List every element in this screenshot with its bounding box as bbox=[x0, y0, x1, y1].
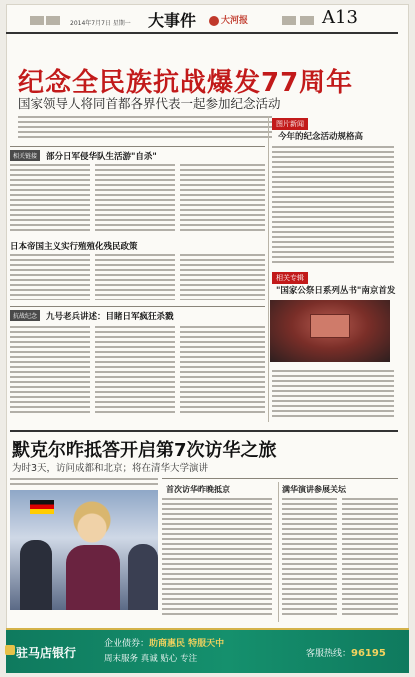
story2-text bbox=[342, 498, 398, 618]
flag-icon bbox=[30, 500, 54, 514]
ad-hotline: 客服热线：96195 bbox=[306, 648, 386, 659]
figure bbox=[128, 544, 158, 610]
ad-slogan-2: 周末服务 真诚 贴心 专注 bbox=[104, 654, 198, 664]
section-tag: 相关链接 bbox=[10, 150, 40, 161]
conference-photo bbox=[270, 300, 390, 362]
logo-icon bbox=[209, 16, 219, 26]
main-subhead: 国家领导人将同首都各界代表一起参加纪念活动 bbox=[18, 96, 281, 111]
bank-logo-icon bbox=[5, 645, 15, 655]
article-text bbox=[180, 326, 265, 416]
masthead bbox=[6, 4, 398, 34]
figure bbox=[20, 540, 52, 610]
story2-text bbox=[162, 498, 272, 618]
story2-headline: 默克尔昨抵答开启第7次访华之旅 bbox=[12, 440, 277, 461]
masthead-block bbox=[46, 16, 60, 25]
article-heading: 九号老兵讲述：目睹日军疯狂杀戮 bbox=[46, 312, 174, 322]
bank-advertisement bbox=[6, 628, 409, 673]
sidebar-heading: "国家公祭日系列丛书"南京首发 bbox=[276, 286, 396, 296]
story2-heading-b: 满华演讲参展关坛 bbox=[282, 485, 346, 494]
ad-slogan: 企业债券：助商惠民 特服天中 bbox=[104, 639, 225, 649]
article-text bbox=[95, 254, 175, 300]
column-divider bbox=[268, 116, 269, 422]
section-tag: 抗战纪念 bbox=[10, 310, 40, 321]
article-text bbox=[10, 164, 90, 234]
article-text bbox=[180, 254, 265, 300]
section-title: 大事件 bbox=[148, 11, 197, 30]
story2-subhead: 为时3天，访问成都和北京；将在清华大学演讲 bbox=[12, 463, 209, 474]
masthead-block bbox=[282, 16, 296, 25]
story2-intro bbox=[10, 478, 158, 488]
divider bbox=[10, 306, 265, 307]
sidebar-text bbox=[272, 370, 394, 420]
merkel-photo bbox=[10, 490, 158, 610]
article-text bbox=[95, 164, 175, 234]
article-heading: 日本帝国主义实行殖殖化残民政策 bbox=[10, 242, 138, 252]
sidebar-tag: 图片新闻 bbox=[272, 118, 308, 130]
article-text bbox=[180, 164, 265, 234]
sidebar-tag: 相关专辑 bbox=[272, 272, 308, 284]
masthead-block bbox=[30, 16, 44, 25]
figure bbox=[66, 545, 120, 610]
stage-screen bbox=[310, 314, 350, 338]
story2-heading-a: 首次访华昨晚抵京 bbox=[166, 485, 230, 494]
column-divider bbox=[278, 482, 279, 622]
paper-logo: 大河报 bbox=[209, 13, 248, 26]
story-divider bbox=[10, 430, 398, 432]
article-text bbox=[10, 326, 90, 416]
article-heading: 部分日军侵华队生活游"自杀" bbox=[46, 152, 157, 162]
page-number: A13 bbox=[322, 7, 358, 28]
story2-text bbox=[282, 498, 337, 618]
divider bbox=[162, 478, 398, 479]
article-text bbox=[10, 254, 90, 300]
main-headline: 纪念全民族抗战爆发77周年 bbox=[18, 68, 354, 98]
divider bbox=[10, 146, 265, 147]
masthead-block bbox=[300, 16, 314, 25]
lead-paragraph bbox=[18, 116, 272, 140]
article-text bbox=[95, 326, 175, 416]
bank-name: 驻马店银行 bbox=[16, 646, 77, 660]
sidebar-heading: 今年的纪念活动规格高 bbox=[278, 132, 364, 142]
issue-date: 2014年7月7日 星期一 bbox=[70, 20, 131, 27]
sidebar-text bbox=[272, 146, 394, 266]
